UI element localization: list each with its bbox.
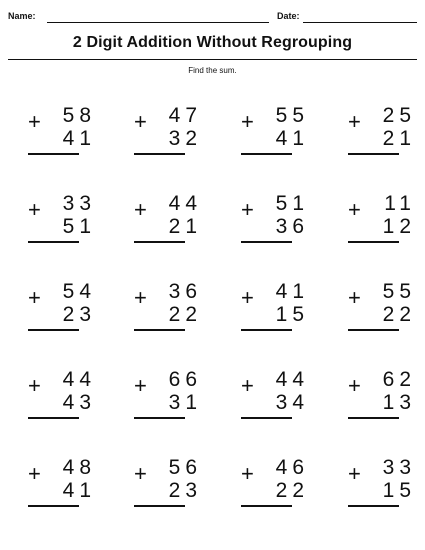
addition-problem — [241, 192, 311, 248]
addition-problem — [28, 368, 98, 424]
plus-sign: + — [28, 197, 41, 222]
answer-line[interactable] — [348, 505, 399, 507]
top-addend: 11 — [384, 192, 416, 215]
addition-problem — [134, 192, 204, 248]
answer-line[interactable] — [134, 417, 185, 419]
answer-line[interactable] — [134, 153, 185, 155]
addition-problem — [241, 104, 311, 160]
header-row — [8, 11, 418, 25]
answer-line[interactable] — [134, 241, 185, 243]
title-divider — [8, 59, 417, 60]
top-addend: 33 — [62, 192, 96, 215]
top-addend: 48 — [62, 456, 96, 479]
addition-problem — [28, 104, 98, 160]
addition-problem — [241, 368, 311, 424]
answer-line[interactable] — [28, 417, 79, 419]
bottom-addend: 22 — [168, 303, 202, 326]
bottom-addend: 15 — [275, 303, 309, 326]
answer-line[interactable] — [28, 329, 79, 331]
bottom-addend: 15 — [382, 479, 416, 502]
answer-line[interactable] — [28, 505, 79, 507]
name-label: Name: — [8, 11, 36, 21]
top-addend: 62 — [382, 368, 416, 391]
bottom-addend: 32 — [168, 127, 202, 150]
answer-line[interactable] — [348, 153, 399, 155]
answer-line[interactable] — [241, 153, 292, 155]
plus-sign: + — [28, 109, 41, 134]
top-addend: 55 — [382, 280, 416, 303]
top-addend: 44 — [168, 192, 202, 215]
bottom-addend: 34 — [275, 391, 309, 414]
plus-sign: + — [134, 461, 147, 486]
top-addend: 25 — [382, 104, 416, 127]
bottom-addend: 23 — [62, 303, 96, 326]
top-addend: 36 — [168, 280, 202, 303]
plus-sign: + — [134, 373, 147, 398]
bottom-addend: 31 — [168, 391, 202, 414]
plus-sign: + — [134, 197, 147, 222]
plus-sign: + — [241, 197, 254, 222]
addition-problem — [348, 104, 418, 160]
page-title: 2 Digit Addition Without Regrouping — [72, 34, 353, 51]
addition-problem — [134, 280, 204, 336]
addition-problem — [28, 456, 98, 512]
bottom-addend: 21 — [382, 127, 416, 150]
top-addend: 44 — [275, 368, 309, 391]
addition-problem — [348, 456, 418, 512]
bottom-addend: 13 — [382, 391, 416, 414]
plus-sign: + — [348, 373, 361, 398]
plus-sign: + — [28, 285, 41, 310]
addition-problem — [348, 368, 418, 424]
top-addend: 46 — [275, 456, 309, 479]
answer-line[interactable] — [241, 241, 292, 243]
addition-problem — [134, 104, 204, 160]
answer-line[interactable] — [28, 153, 79, 155]
answer-line[interactable] — [241, 505, 292, 507]
plus-sign: + — [28, 373, 41, 398]
answer-line[interactable] — [348, 329, 399, 331]
answer-line[interactable] — [348, 417, 399, 419]
name-field-line[interactable] — [47, 22, 269, 23]
addition-problem — [28, 280, 98, 336]
bottom-addend: 41 — [275, 127, 309, 150]
bottom-addend: 41 — [62, 479, 96, 502]
instructions: Find the sum. — [188, 66, 237, 75]
bottom-addend: 22 — [275, 479, 309, 502]
bottom-addend: 41 — [62, 127, 96, 150]
addition-problem — [241, 456, 311, 512]
date-label: Date: — [277, 11, 300, 21]
bottom-addend: 43 — [62, 391, 96, 414]
bottom-addend: 51 — [62, 215, 96, 238]
plus-sign: + — [28, 461, 41, 486]
addition-problem — [348, 192, 418, 248]
plus-sign: + — [241, 109, 254, 134]
plus-sign: + — [348, 109, 361, 134]
plus-sign: + — [241, 373, 254, 398]
plus-sign: + — [241, 285, 254, 310]
plus-sign: + — [348, 461, 361, 486]
bottom-addend: 22 — [382, 303, 416, 326]
date-field-line[interactable] — [303, 22, 417, 23]
plus-sign: + — [134, 109, 147, 134]
plus-sign: + — [348, 285, 361, 310]
bottom-addend: 36 — [275, 215, 309, 238]
top-addend: 56 — [168, 456, 202, 479]
addition-problem — [241, 280, 311, 336]
top-addend: 66 — [168, 368, 202, 391]
top-addend: 51 — [275, 192, 309, 215]
plus-sign: + — [241, 461, 254, 486]
addition-problem — [28, 192, 98, 248]
addition-problem — [134, 456, 204, 512]
top-addend: 55 — [275, 104, 309, 127]
answer-line[interactable] — [241, 329, 292, 331]
answer-line[interactable] — [134, 329, 185, 331]
plus-sign: + — [134, 285, 147, 310]
bottom-addend: 23 — [168, 479, 202, 502]
addition-problem — [348, 280, 418, 336]
top-addend: 54 — [62, 280, 96, 303]
addition-problem — [134, 368, 204, 424]
top-addend: 44 — [62, 368, 96, 391]
bottom-addend: 12 — [382, 215, 416, 238]
answer-line[interactable] — [241, 417, 292, 419]
plus-sign: + — [348, 197, 361, 222]
top-addend: 41 — [275, 280, 309, 303]
answer-line[interactable] — [28, 241, 79, 243]
top-addend: 47 — [168, 104, 202, 127]
answer-line[interactable] — [134, 505, 185, 507]
answer-line[interactable] — [348, 241, 399, 243]
bottom-addend: 21 — [168, 215, 202, 238]
top-addend: 58 — [62, 104, 96, 127]
top-addend: 33 — [382, 456, 416, 479]
